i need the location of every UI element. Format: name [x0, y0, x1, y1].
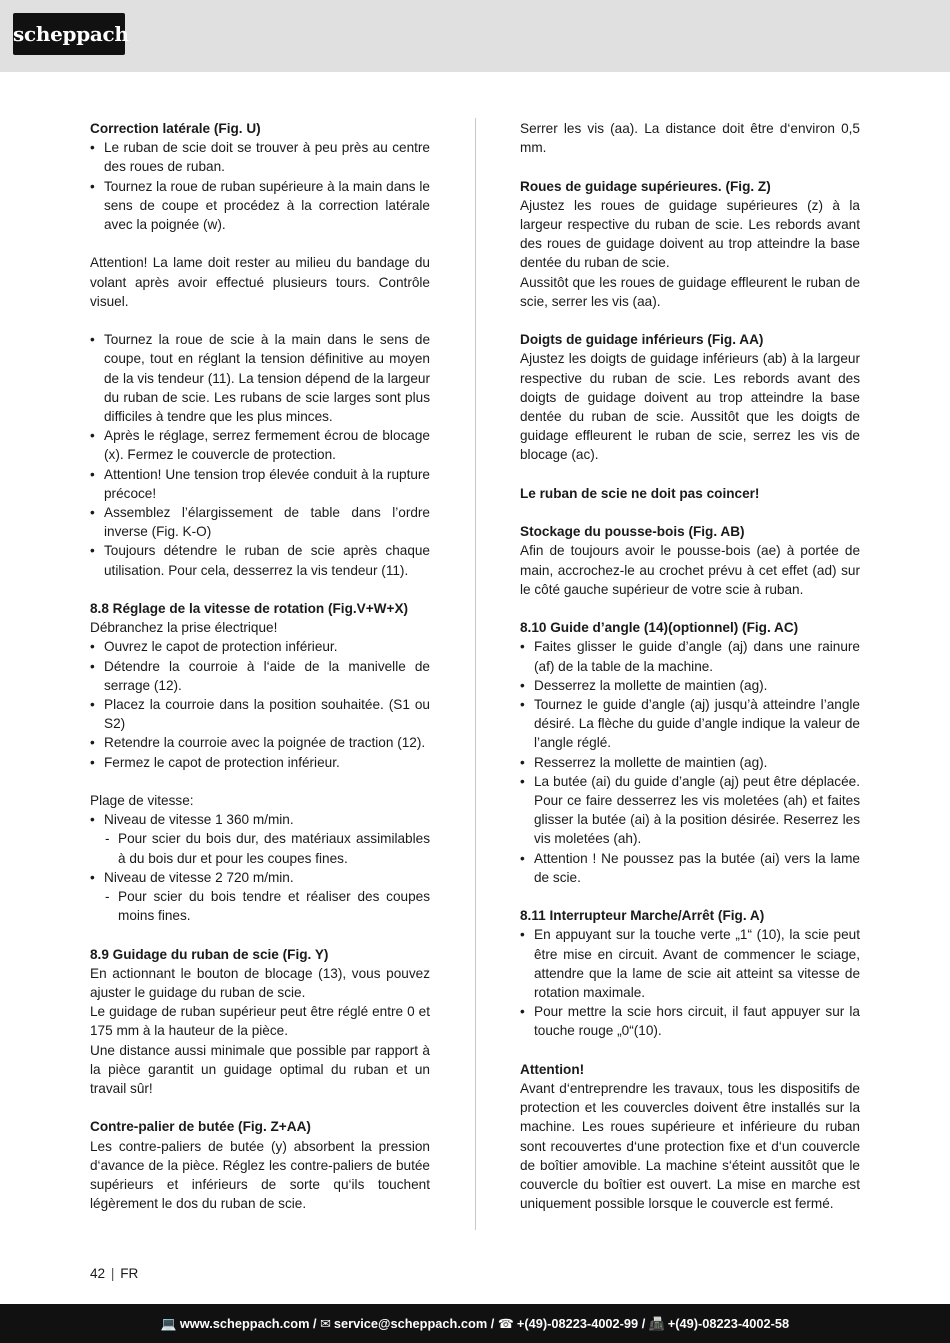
- paragraph: Afin de toujours avoir le pousse-bois (ae) à portée de main, accrochez-le au crochet prévu à cet effet (ad) sur le côté gauche supérieur de votre scie à ruban.: [520, 543, 860, 597]
- section-block: [90, 945, 430, 1099]
- bullet-item: [90, 657, 430, 695]
- section-heading: Correction latérale (Fig. U): [90, 121, 261, 136]
- paragraph: Une distance aussi minimale que possible par rapport à la pièce garantit un guidage optimal du ruban et un travail sûr!: [90, 1042, 430, 1097]
- bullet-item: [90, 810, 430, 868]
- scheppach-logo: scheppach: [13, 13, 125, 55]
- section-block: [520, 119, 860, 157]
- envelope-icon: ✉: [320, 1316, 331, 1331]
- monitor-icon: 💻: [160, 1316, 177, 1331]
- section-block: [90, 330, 430, 580]
- bullet-text: Niveau de vitesse 2 720 m/min.: [104, 869, 294, 885]
- section-heading: Attention!: [520, 1061, 585, 1077]
- bullet-list: [90, 138, 430, 234]
- paragraph: Aussitôt que les roues de guidage effleurent le ruban de scie, serrer les vis (aa).: [520, 274, 860, 309]
- bullet-list: [520, 925, 860, 1040]
- bullet-text: Détendre la courroie à l‘aide de la manivelle de serrage (12).: [104, 658, 430, 693]
- section-block: [520, 1060, 860, 1214]
- bullet-text: Tournez la roue de ruban supérieure à la main dans le sens de coupe et procédez à la correction latérale avec la poignée (w).: [104, 178, 430, 233]
- page-number-separator: |: [110, 1266, 115, 1281]
- bullet-text: Ouvrez le capot de protection inférieur.: [104, 639, 338, 655]
- section-block: [520, 484, 860, 503]
- fax-icon: 📠: [648, 1316, 665, 1331]
- bullet-item: [90, 177, 430, 235]
- section-heading: Doigts de guidage inférieurs (Fig. AA): [520, 332, 764, 348]
- section-heading: 8.10 Guide d’angle (14)(optionnel) (Fig. AC): [520, 620, 799, 636]
- bullet-item: [90, 426, 430, 464]
- bullet-text: Tournez la roue de scie à la main dans le sens de coupe, tout en réglant la tension définitive au moyen de la vis tendeur (11). La tension dépend de la largeur du ruban de scie. Les rubans de scie larges sont plus difficiles à tendre que les plus minces.: [104, 332, 430, 425]
- bullet-item: [520, 676, 860, 695]
- sub-item: - Pour scier du bois tendre et réaliser des coupes moins fines.: [104, 887, 430, 925]
- bullet-item: [520, 1002, 860, 1040]
- right-column: [520, 119, 860, 1213]
- footer-contact-text: +(49)-08223-4002-99 /: [516, 1316, 646, 1331]
- bullet-item: [520, 637, 860, 675]
- page-number: [90, 1265, 138, 1283]
- footer-contact-text: +(49)-08223-4002-58: [667, 1316, 790, 1331]
- section-block: [520, 330, 860, 464]
- section-block: [520, 177, 860, 311]
- bullet-list: [90, 330, 430, 580]
- bullet-item: [90, 753, 430, 772]
- paragraph: En actionnant le bouton de blocage (13), vous pouvez ajuster le guidage du ruban de scie.: [90, 965, 430, 1001]
- sub-item: - Pour scier du bois dur, des matériaux assimilables à du bois dur et pour les coupes fines.: [104, 829, 430, 867]
- bullet-text: En appuyant sur la touche verte „1“ (10), la scie peut être mise en circuit. Avant de commencer le sciage, attendre que la lame de scie ait atteint sa vitesse de rotation maximale.: [534, 927, 860, 1001]
- bullet-list: [520, 637, 860, 887]
- paragraph: Serrer les vis (aa). La distance doit être d‘environ 0,5 mm.: [520, 121, 860, 156]
- section-heading: Roues de guidage supérieures. (Fig. Z): [520, 178, 771, 194]
- section-block: [520, 906, 860, 1040]
- section-block: [90, 253, 430, 311]
- bullet-text: Retendre la courroie avec la poignée de traction (12).: [104, 735, 426, 751]
- header-band: [0, 0, 950, 72]
- bullet-text: Niveau de vitesse 1 360 m/min.: [104, 812, 294, 828]
- footer-contact-text: service@scheppach.com /: [333, 1316, 495, 1331]
- bullet-item: [90, 695, 430, 733]
- bullet-text: Resserrez la mollette de maintien (ag).: [534, 754, 768, 770]
- bullet-text: Assemblez l’élargissement de table dans l’ordre inverse (Fig. K-O): [104, 505, 430, 540]
- section-block: [90, 599, 430, 772]
- bullet-item: [90, 868, 430, 926]
- paragraph: Avant d‘entreprendre les travaux, tous les dispositifs de protection et les couvercles doivent être installés sur la machine. Les roues supérieure et inférieure du ruban sont recouvertes d‘une protection fixe et d‘un couvercle de boîtier amovible. La machine s‘éteint aussitôt que le couvercle du boîtier est ouvert. La mise en marche est uniquement possible lorsque le couvercle est fermé.: [520, 1081, 860, 1212]
- bullet-item: [90, 138, 430, 176]
- bullet-text: Fermez le capot de protection inférieur.: [104, 754, 340, 770]
- section-block: [90, 119, 430, 234]
- paragraph: Attention! La lame doit rester au milieu du bandage du volant après avoir effectué plusieurs tours. Contrôle visuel.: [90, 255, 430, 309]
- bullet-text: Le ruban de scie doit se trouver à peu près au centre des roues de ruban.: [104, 140, 430, 175]
- paragraph: Ajustez les doigts de guidage inférieurs (ab) à la largeur respective du ruban de scie. Les rebords avant des doigts de guidage doivent au trop atteindre la base dentée du ruban de scie. Aussitôt que les doigts de guidage effleurent le ruban de scie, serrez les vis de blocage (ac).: [520, 351, 860, 463]
- bullet-text: Après le réglage, serrez fermement écrou de blocage (x). Fermez le couvercle de protection.: [104, 428, 430, 463]
- bullet-text: Pour mettre la scie hors circuit, il faut appuyer sur la touche rouge „0“(10).: [534, 1004, 860, 1039]
- section-heading: Le ruban de scie ne doit pas coincer!: [520, 485, 760, 501]
- page-language: FR: [120, 1266, 139, 1281]
- bullet-item: [520, 772, 860, 849]
- section-heading: 8.11 Interrupteur Marche/Arrêt (Fig. A): [520, 908, 765, 924]
- bullet-item: [520, 849, 860, 887]
- bullet-item: [90, 330, 430, 426]
- bullet-item: [520, 695, 860, 753]
- section-heading: 8.9 Guidage du ruban de scie (Fig. Y): [90, 946, 329, 962]
- section-block: [90, 1117, 430, 1213]
- column-divider: [475, 118, 476, 1230]
- paragraph: Le guidage de ruban supérieur peut être réglé entre 0 et 175 mm à la hauteur de la pièce.: [90, 1004, 430, 1039]
- bullet-text: Faites glisser le guide d’angle (aj) dans une rainure (af) de la table de la machine.: [534, 639, 860, 674]
- paragraph: Plage de vitesse:: [90, 793, 194, 809]
- bullet-text: La butée (ai) du guide d’angle (aj) peut être déplacée. Pour ce faire desserrez les vis moletées (ah) et faites glisser la butée (ai) à la position désirée. Reserrez les vis moletées (ah).: [534, 773, 860, 847]
- bullet-text: Toujours détendre le ruban de scie après chaque utilisation. Pour cela, desserrez la vis tendeur (11).: [104, 543, 430, 578]
- contact-footer-bar: [0, 1304, 950, 1343]
- section-block: [520, 522, 860, 599]
- bullet-list: [90, 810, 430, 925]
- bullet-item: [90, 733, 430, 752]
- bullet-item: [520, 753, 860, 772]
- paragraph: Les contre-paliers de butée (y) absorbent la pression d‘avance de la pièce. Réglez les contre-paliers de butée supérieurs et inférieurs de sorte qu‘ils touchent légèrement le dos du ruban de scie.: [90, 1138, 430, 1212]
- sub-list: [104, 887, 430, 925]
- bullet-item: [90, 637, 430, 656]
- bullet-item: [90, 465, 430, 503]
- bullet-list: [90, 637, 430, 771]
- bullet-text: Attention! Une tension trop élevée conduit à la rupture précoce!: [104, 466, 430, 501]
- section-heading: Stockage du pousse-bois (Fig. AB): [520, 524, 745, 540]
- bullet-text: Tournez le guide d’angle (aj) jusqu’à atteindre l’angle désiré. La flèche du guide d’angle indique la valeur de l’angle réglé.: [534, 697, 860, 751]
- footer-contact-text: www.scheppach.com /: [179, 1316, 317, 1331]
- section-heading: Contre-palier de butée (Fig. Z+AA): [90, 1119, 311, 1135]
- section-heading: 8.8 Réglage de la vitesse de rotation (Fig.V+W+X): [90, 601, 409, 617]
- section-block: [90, 791, 430, 925]
- bullet-text: Desserrez la mollette de maintien (ag).: [534, 677, 768, 693]
- bullet-text: Attention ! Ne poussez pas la butée (ai) vers la lame de scie.: [534, 850, 860, 885]
- bullet-item: [520, 925, 860, 1002]
- sub-list: [104, 829, 430, 867]
- bullet-item: [90, 541, 430, 579]
- paragraph: Ajustez les roues de guidage supérieures (z) à la largeur respective du ruban de scie. Les rebords avant des roues de guidage doivent au trop atteindre la base dentée du ruban de scie.: [520, 197, 860, 271]
- paragraph: Débranchez la prise électrique!: [90, 620, 278, 636]
- bullet-text: Placez la courroie dans la position souhaitée. (S1 ou S2): [104, 697, 430, 732]
- section-block: [520, 618, 860, 887]
- bullet-item: [90, 503, 430, 541]
- page-number-value: 42: [90, 1266, 106, 1281]
- left-column: [90, 119, 430, 1213]
- phone-icon: ☎: [497, 1316, 514, 1331]
